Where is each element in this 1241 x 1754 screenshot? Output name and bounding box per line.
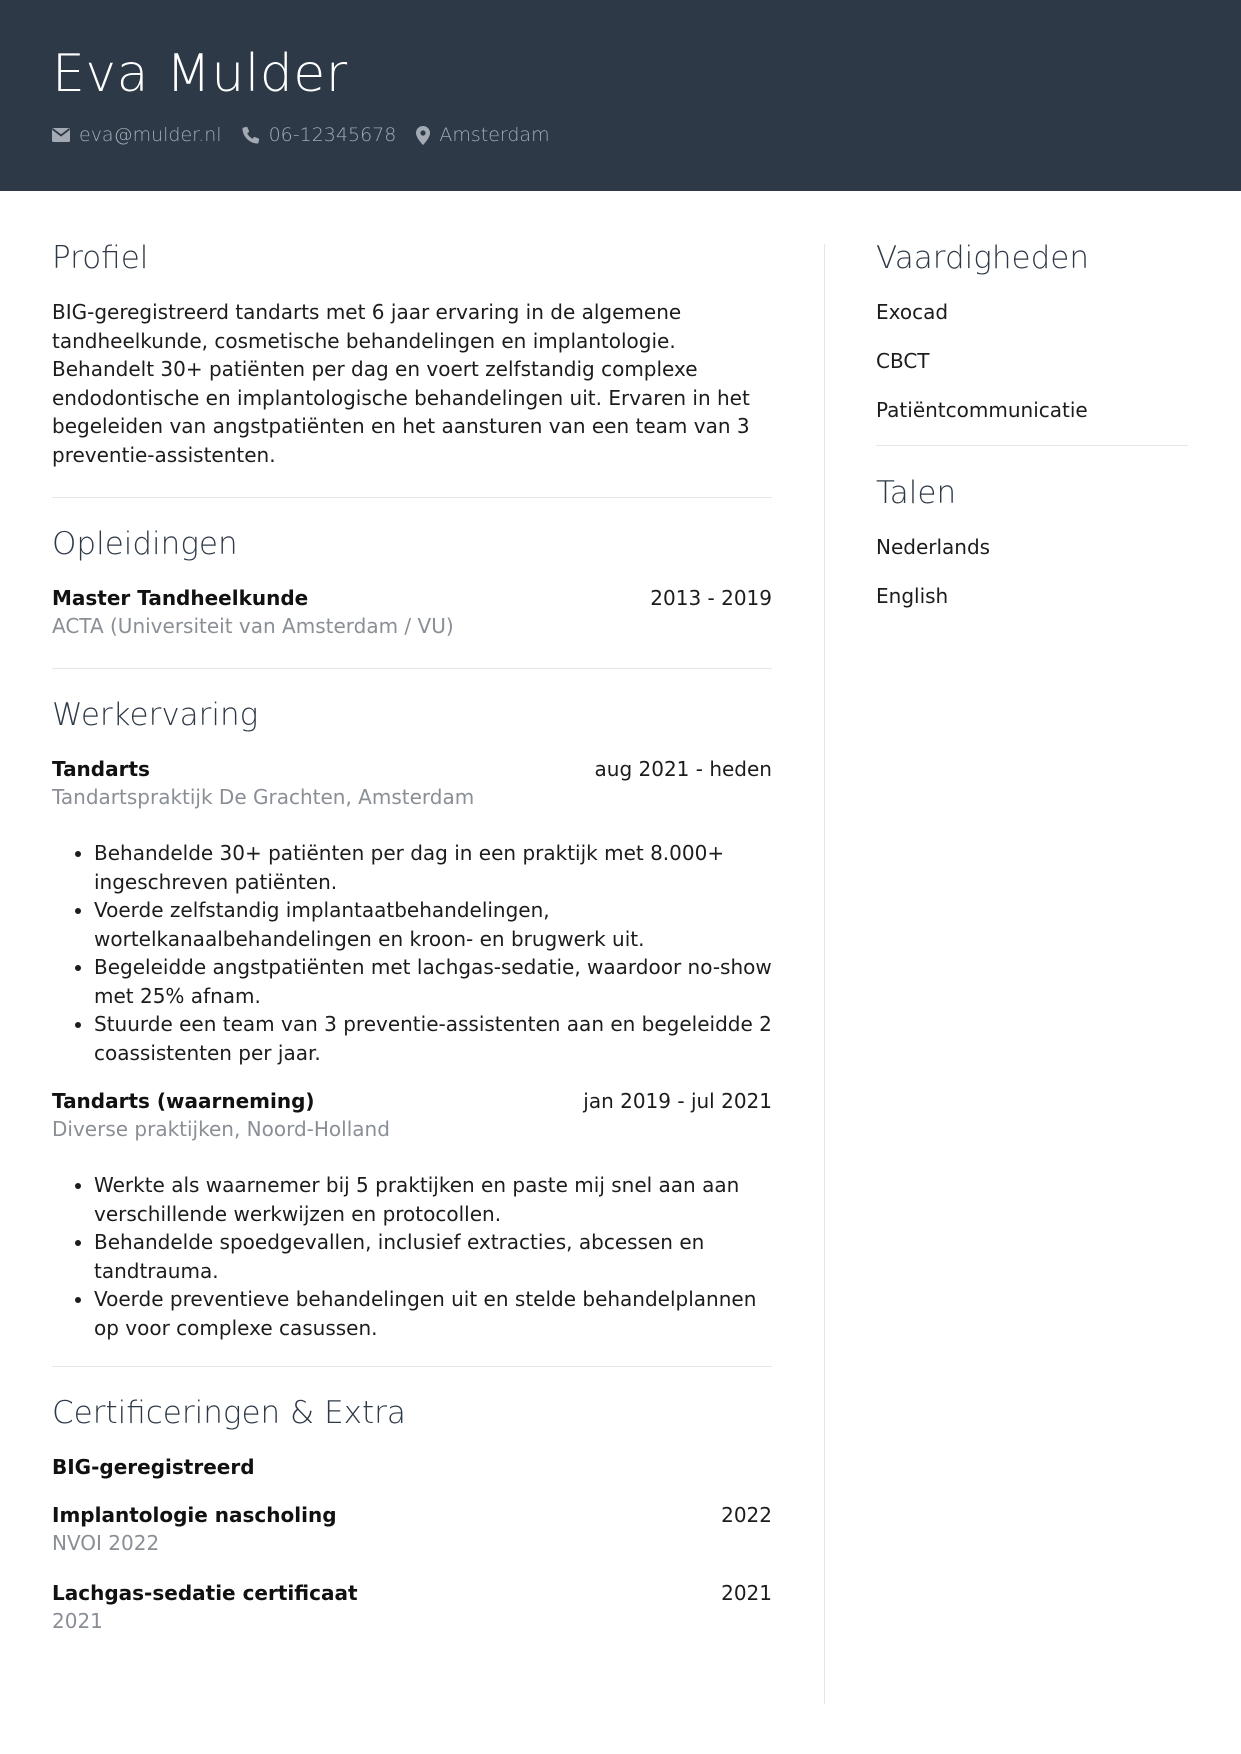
experience-heading: Werkervaring <box>52 697 259 733</box>
job-title: Tandarts <box>52 757 150 781</box>
profile-heading: Profiel <box>52 240 149 276</box>
resume-header <box>0 0 1241 191</box>
list-item: • Voerde preventieve behandelingen uit en stelde behandelplannen op voor complexe casussen. <box>94 1285 772 1342</box>
list-item: • Behandelde 30+ patiënten per dag in een praktijk met 8.000+ ingeschreven patiënten. <box>94 839 772 896</box>
job-bullets <box>52 839 772 1067</box>
list-item: • Begeleidde angstpatiënten met lachgas-sedatie, waardoor no-show met 25% afnam. <box>94 953 772 1010</box>
list-item: • Behandelde spoedgevallen, inclusief extracties, abcessen en tandtrauma. <box>94 1228 772 1285</box>
languages-heading: Talen <box>876 475 957 511</box>
certification-title: Implantologie nascholing <box>52 1503 337 1527</box>
language-item: English <box>876 584 949 608</box>
side-column <box>876 240 1188 631</box>
section-divider <box>876 445 1188 446</box>
job-bullets <box>52 1171 772 1342</box>
candidate-name: Eva Mulder <box>52 44 348 104</box>
degree-date: 2013 - 2019 <box>650 586 772 610</box>
certification-date: 2022 <box>721 1503 772 1527</box>
list-item: • Voerde zelfstandig implantaatbehandelingen, wortelkanaalbehandelingen en kroon- en brugwerk uit. <box>94 896 772 953</box>
certification-title: BIG-geregistreerd <box>52 1455 255 1479</box>
skill-item: CBCT <box>876 349 930 373</box>
section-divider <box>52 497 772 498</box>
certification-entry <box>52 1501 772 1557</box>
job-company: Tandartspraktijk De Grachten, Amsterdam <box>52 785 475 809</box>
job-date: jan 2019 - jul 2021 <box>583 1089 772 1113</box>
contact-location <box>416 124 549 146</box>
experience-section <box>52 697 772 1342</box>
skill-item: Exocad <box>876 300 949 324</box>
phone-icon <box>242 126 260 144</box>
certification-date: 2021 <box>721 1581 772 1605</box>
experience-entry <box>52 1087 772 1342</box>
map-pin-icon <box>416 126 430 145</box>
certification-title: Lachgas-sedatie certificaat <box>52 1581 358 1605</box>
education-entry <box>52 584 772 640</box>
list-item: • Stuurde een team van 3 preventie-assistenten aan en begeleidde 2 coassistenten per jaar. <box>94 1010 772 1067</box>
location-text: Amsterdam <box>439 124 550 146</box>
job-company: Diverse praktijken, Noord-Holland <box>52 1117 390 1141</box>
skills-heading: Vaardigheden <box>876 240 1090 276</box>
phone-text: 06-12345678 <box>268 124 397 146</box>
certification-sub: NVOI 2022 <box>52 1531 160 1555</box>
job-title: Tandarts (waarneming) <box>52 1089 315 1113</box>
certification-sub: 2021 <box>52 1609 103 1633</box>
certifications-section <box>52 1395 772 1635</box>
skills-section <box>876 240 1188 424</box>
certification-entry <box>52 1579 772 1635</box>
contact-email[interactable] <box>52 124 222 146</box>
contact-bar <box>52 124 570 146</box>
certifications-heading: Certificeringen & Extra <box>52 1395 406 1431</box>
contact-phone[interactable] <box>242 124 397 146</box>
education-section <box>52 526 772 640</box>
list-item: • Werkte als waarnemer bij 5 praktijken en paste mij snel aan aan verschillende werkwijzen en protocollen. <box>94 1171 772 1228</box>
profile-text: BIG-geregistreerd tandarts met 6 jaar ervaring in de algemene tandheelkunde, cosmetische behandelingen en implantologie. Behandelt 30+ patiënten per dag en voert zelfstandig complexe endodontische en implantologische behandelingen uit. Ervaren in het begeleiden van angstpatiënten en het aansturen van een team van 3 preventie-assistenten. <box>52 300 750 467</box>
column-divider <box>824 244 825 1704</box>
education-heading: Opleidingen <box>52 526 238 562</box>
certification-entry <box>52 1453 772 1481</box>
profile-section <box>52 240 772 469</box>
skill-item: Patiëntcommunicatie <box>876 398 1088 422</box>
email-text: eva@mulder.nl <box>79 124 222 146</box>
experience-entry <box>52 755 772 1067</box>
main-column <box>52 240 772 1635</box>
section-divider <box>52 668 772 669</box>
job-date: aug 2021 - heden <box>594 757 772 781</box>
section-divider <box>52 1366 772 1367</box>
envelope-icon <box>52 128 70 142</box>
degree-title: Master Tandheelkunde <box>52 586 309 610</box>
languages-section <box>876 475 1188 610</box>
language-item: Nederlands <box>876 535 991 559</box>
degree-institution: ACTA (Universiteit van Amsterdam / VU) <box>52 614 454 638</box>
